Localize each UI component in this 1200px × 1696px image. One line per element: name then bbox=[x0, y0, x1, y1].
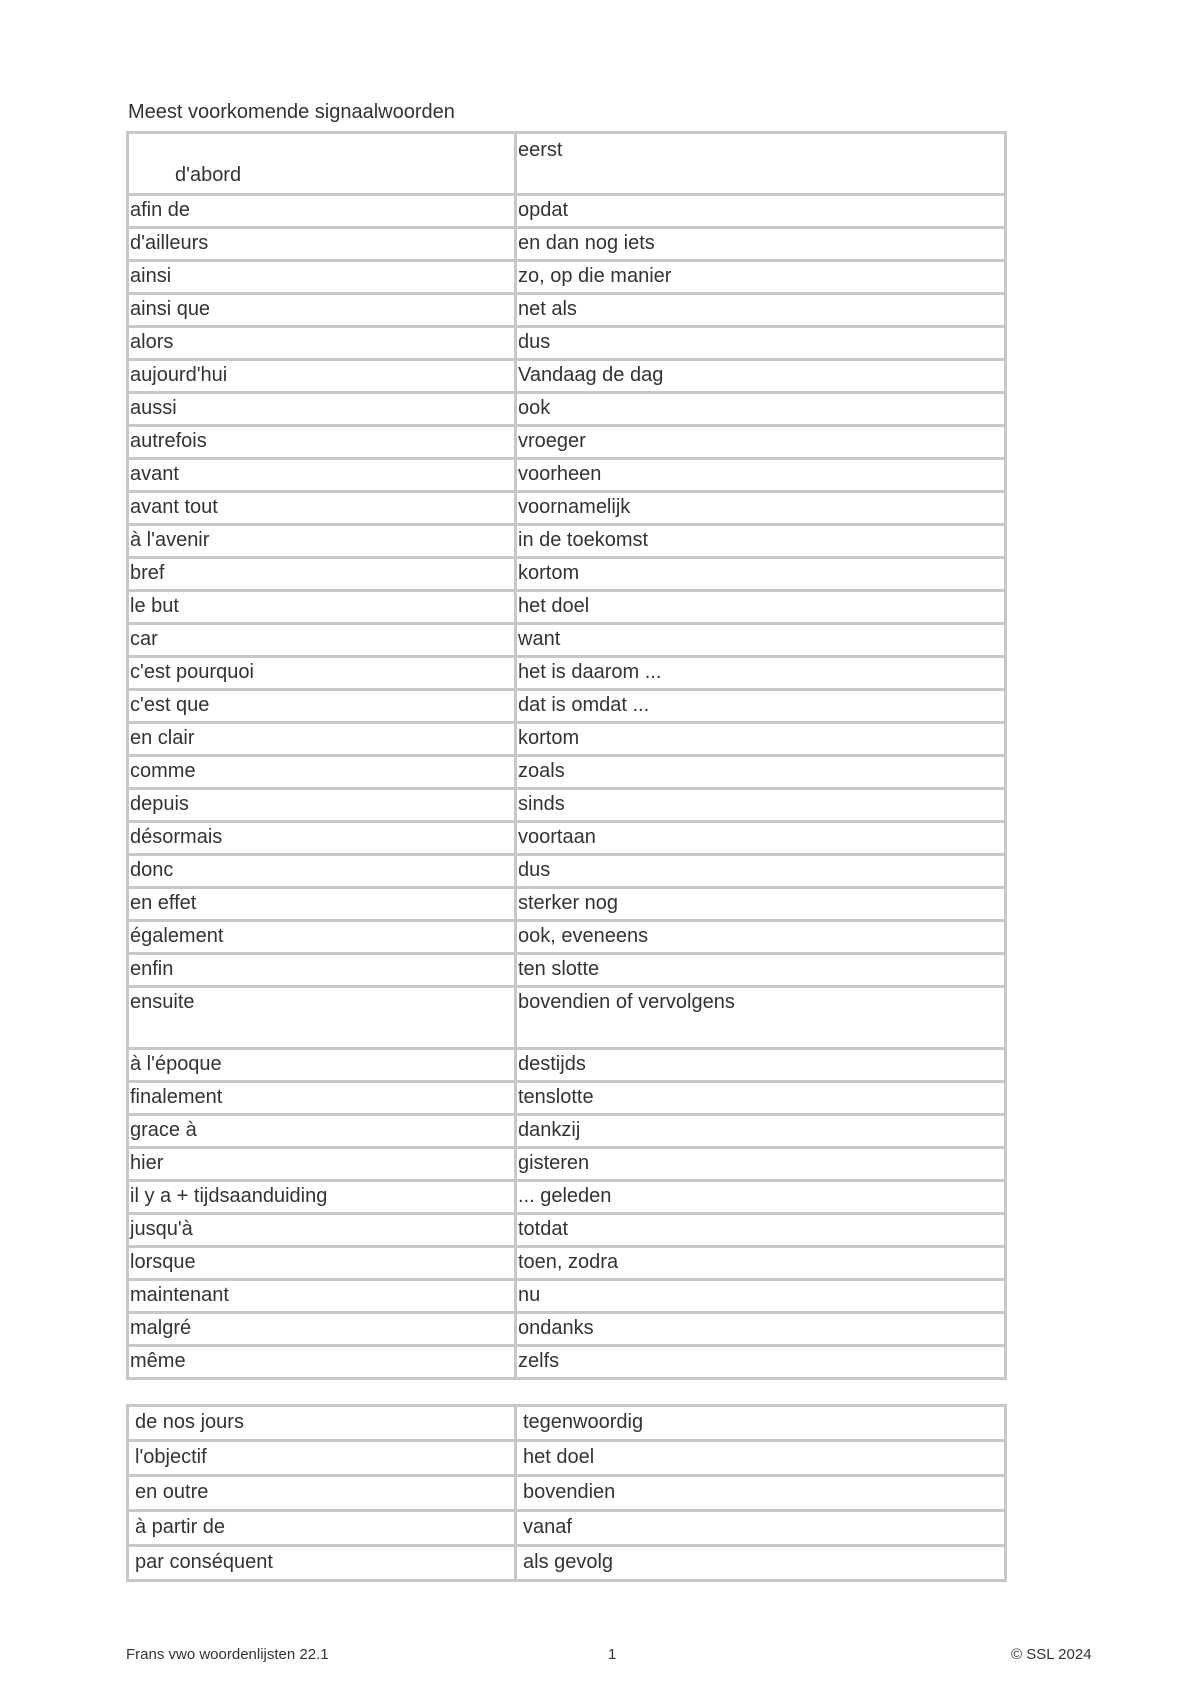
dutch-translation: dus bbox=[516, 327, 1006, 360]
table-row bbox=[128, 393, 1006, 426]
french-term: enfin bbox=[128, 954, 516, 987]
table-row bbox=[128, 327, 1006, 360]
dutch-translation: het doel bbox=[516, 1441, 1006, 1476]
dutch-translation: zo, op die manier bbox=[516, 261, 1006, 294]
french-term: maintenant bbox=[128, 1280, 516, 1313]
french-term: en effet bbox=[128, 888, 516, 921]
dutch-translation: kortom bbox=[516, 723, 1006, 756]
french-term: à l'époque bbox=[128, 1049, 516, 1082]
table-row bbox=[128, 921, 1006, 954]
french-term: l'objectif bbox=[128, 1441, 516, 1476]
table-row bbox=[128, 1406, 1006, 1441]
french-term: alors bbox=[128, 327, 516, 360]
french-term: c'est que bbox=[128, 690, 516, 723]
table-row bbox=[128, 133, 1006, 195]
dutch-translation: voortaan bbox=[516, 822, 1006, 855]
dutch-translation: opdat bbox=[516, 195, 1006, 228]
dutch-translation: voorheen bbox=[516, 459, 1006, 492]
table-row bbox=[128, 1476, 1006, 1511]
table-row bbox=[128, 987, 1006, 1049]
dutch-translation: dankzij bbox=[516, 1115, 1006, 1148]
dutch-translation: nu bbox=[516, 1280, 1006, 1313]
french-term: ainsi que bbox=[128, 294, 516, 327]
dutch-translation: tegenwoordig bbox=[516, 1406, 1006, 1441]
table-row bbox=[128, 1346, 1006, 1379]
french-term: grace à bbox=[128, 1115, 516, 1148]
table-row bbox=[128, 690, 1006, 723]
table-row bbox=[128, 591, 1006, 624]
dutch-translation: vroeger bbox=[516, 426, 1006, 459]
french-term: aussi bbox=[128, 393, 516, 426]
french-term: d'ailleurs bbox=[128, 228, 516, 261]
dutch-translation: ondanks bbox=[516, 1313, 1006, 1346]
vocabulary-table-main bbox=[126, 131, 1007, 1380]
french-term: car bbox=[128, 624, 516, 657]
table-row bbox=[128, 789, 1006, 822]
table-row bbox=[128, 888, 1006, 921]
table-row bbox=[128, 1511, 1006, 1546]
dutch-translation: dat is omdat ... bbox=[516, 690, 1006, 723]
table-row bbox=[128, 723, 1006, 756]
dutch-translation: zoals bbox=[516, 756, 1006, 789]
dutch-translation: Vandaag de dag bbox=[516, 360, 1006, 393]
french-term: aujourd'hui bbox=[128, 360, 516, 393]
table-row bbox=[128, 1115, 1006, 1148]
dutch-translation: vanaf bbox=[516, 1511, 1006, 1546]
dutch-translation: ten slotte bbox=[516, 954, 1006, 987]
french-term: ainsi bbox=[128, 261, 516, 294]
table-row bbox=[128, 1214, 1006, 1247]
dutch-translation: ook, eveneens bbox=[516, 921, 1006, 954]
table-row bbox=[128, 261, 1006, 294]
table-row bbox=[128, 822, 1006, 855]
page-title: Meest voorkomende signaalwoorden bbox=[128, 101, 455, 123]
french-term: avant tout bbox=[128, 492, 516, 525]
dutch-translation: totdat bbox=[516, 1214, 1006, 1247]
table-row bbox=[128, 426, 1006, 459]
french-term: depuis bbox=[128, 789, 516, 822]
table-row bbox=[128, 756, 1006, 789]
french-term: jusqu'à bbox=[128, 1214, 516, 1247]
table-row bbox=[128, 459, 1006, 492]
dutch-translation: destijds bbox=[516, 1049, 1006, 1082]
table-row bbox=[128, 1082, 1006, 1115]
dutch-translation: sterker nog bbox=[516, 888, 1006, 921]
dutch-translation: kortom bbox=[516, 558, 1006, 591]
table-row bbox=[128, 1049, 1006, 1082]
vocabulary-table-extra bbox=[126, 1404, 1007, 1582]
table-row bbox=[128, 1247, 1006, 1280]
french-term: de nos jours bbox=[128, 1406, 516, 1441]
french-term: malgré bbox=[128, 1313, 516, 1346]
table-row bbox=[128, 1181, 1006, 1214]
dutch-translation: sinds bbox=[516, 789, 1006, 822]
footer-page-number: 1 bbox=[608, 1646, 617, 1663]
dutch-translation: ... geleden bbox=[516, 1181, 1006, 1214]
dutch-translation: bovendien of vervolgens bbox=[516, 987, 1006, 1049]
dutch-translation: en dan nog iets bbox=[516, 228, 1006, 261]
french-term: en outre bbox=[128, 1476, 516, 1511]
table-row bbox=[128, 1441, 1006, 1476]
footer-document-title: Frans vwo woordenlijsten 22.1 bbox=[126, 1646, 329, 1663]
table-row bbox=[128, 492, 1006, 525]
french-term: avant bbox=[128, 459, 516, 492]
table-row bbox=[128, 294, 1006, 327]
table-row bbox=[128, 954, 1006, 987]
table-row bbox=[128, 657, 1006, 690]
table-row bbox=[128, 1546, 1006, 1581]
french-term: c'est pourquoi bbox=[128, 657, 516, 690]
french-term: autrefois bbox=[128, 426, 516, 459]
dutch-translation: bovendien bbox=[516, 1476, 1006, 1511]
dutch-translation: toen, zodra bbox=[516, 1247, 1006, 1280]
french-term: à l'avenir bbox=[128, 525, 516, 558]
dutch-translation: dus bbox=[516, 855, 1006, 888]
dutch-translation: als gevolg bbox=[516, 1546, 1006, 1581]
french-term: en clair bbox=[128, 723, 516, 756]
french-term: même bbox=[128, 1346, 516, 1379]
french-term: il y a + tijdsaanduiding bbox=[128, 1181, 516, 1214]
french-term: par conséquent bbox=[128, 1546, 516, 1581]
french-term: lorsque bbox=[128, 1247, 516, 1280]
dutch-translation: net als bbox=[516, 294, 1006, 327]
french-term: comme bbox=[128, 756, 516, 789]
french-term: ensuite bbox=[128, 987, 516, 1049]
french-term: d'abord bbox=[128, 133, 516, 195]
dutch-translation: gisteren bbox=[516, 1148, 1006, 1181]
french-term: à partir de bbox=[128, 1511, 516, 1546]
dutch-translation: ook bbox=[516, 393, 1006, 426]
table-row bbox=[128, 624, 1006, 657]
dutch-translation: zelfs bbox=[516, 1346, 1006, 1379]
table-row bbox=[128, 525, 1006, 558]
french-term: désormais bbox=[128, 822, 516, 855]
french-term: également bbox=[128, 921, 516, 954]
french-term: donc bbox=[128, 855, 516, 888]
french-term: afin de bbox=[128, 195, 516, 228]
dutch-translation: tenslotte bbox=[516, 1082, 1006, 1115]
dutch-translation: het doel bbox=[516, 591, 1006, 624]
table-row bbox=[128, 1280, 1006, 1313]
table-row bbox=[128, 360, 1006, 393]
table-row bbox=[128, 855, 1006, 888]
table-row bbox=[128, 195, 1006, 228]
table-row bbox=[128, 558, 1006, 591]
french-term: bref bbox=[128, 558, 516, 591]
dutch-translation: het is daarom ... bbox=[516, 657, 1006, 690]
dutch-translation: in de toekomst bbox=[516, 525, 1006, 558]
table-row bbox=[128, 1148, 1006, 1181]
table-row bbox=[128, 228, 1006, 261]
footer-copyright: © SSL 2024 bbox=[1011, 1646, 1092, 1663]
dutch-translation: want bbox=[516, 624, 1006, 657]
table-row bbox=[128, 1313, 1006, 1346]
french-term: finalement bbox=[128, 1082, 516, 1115]
french-term: le but bbox=[128, 591, 516, 624]
dutch-translation: eerst bbox=[516, 133, 1006, 195]
french-term: hier bbox=[128, 1148, 516, 1181]
dutch-translation: voornamelijk bbox=[516, 492, 1006, 525]
